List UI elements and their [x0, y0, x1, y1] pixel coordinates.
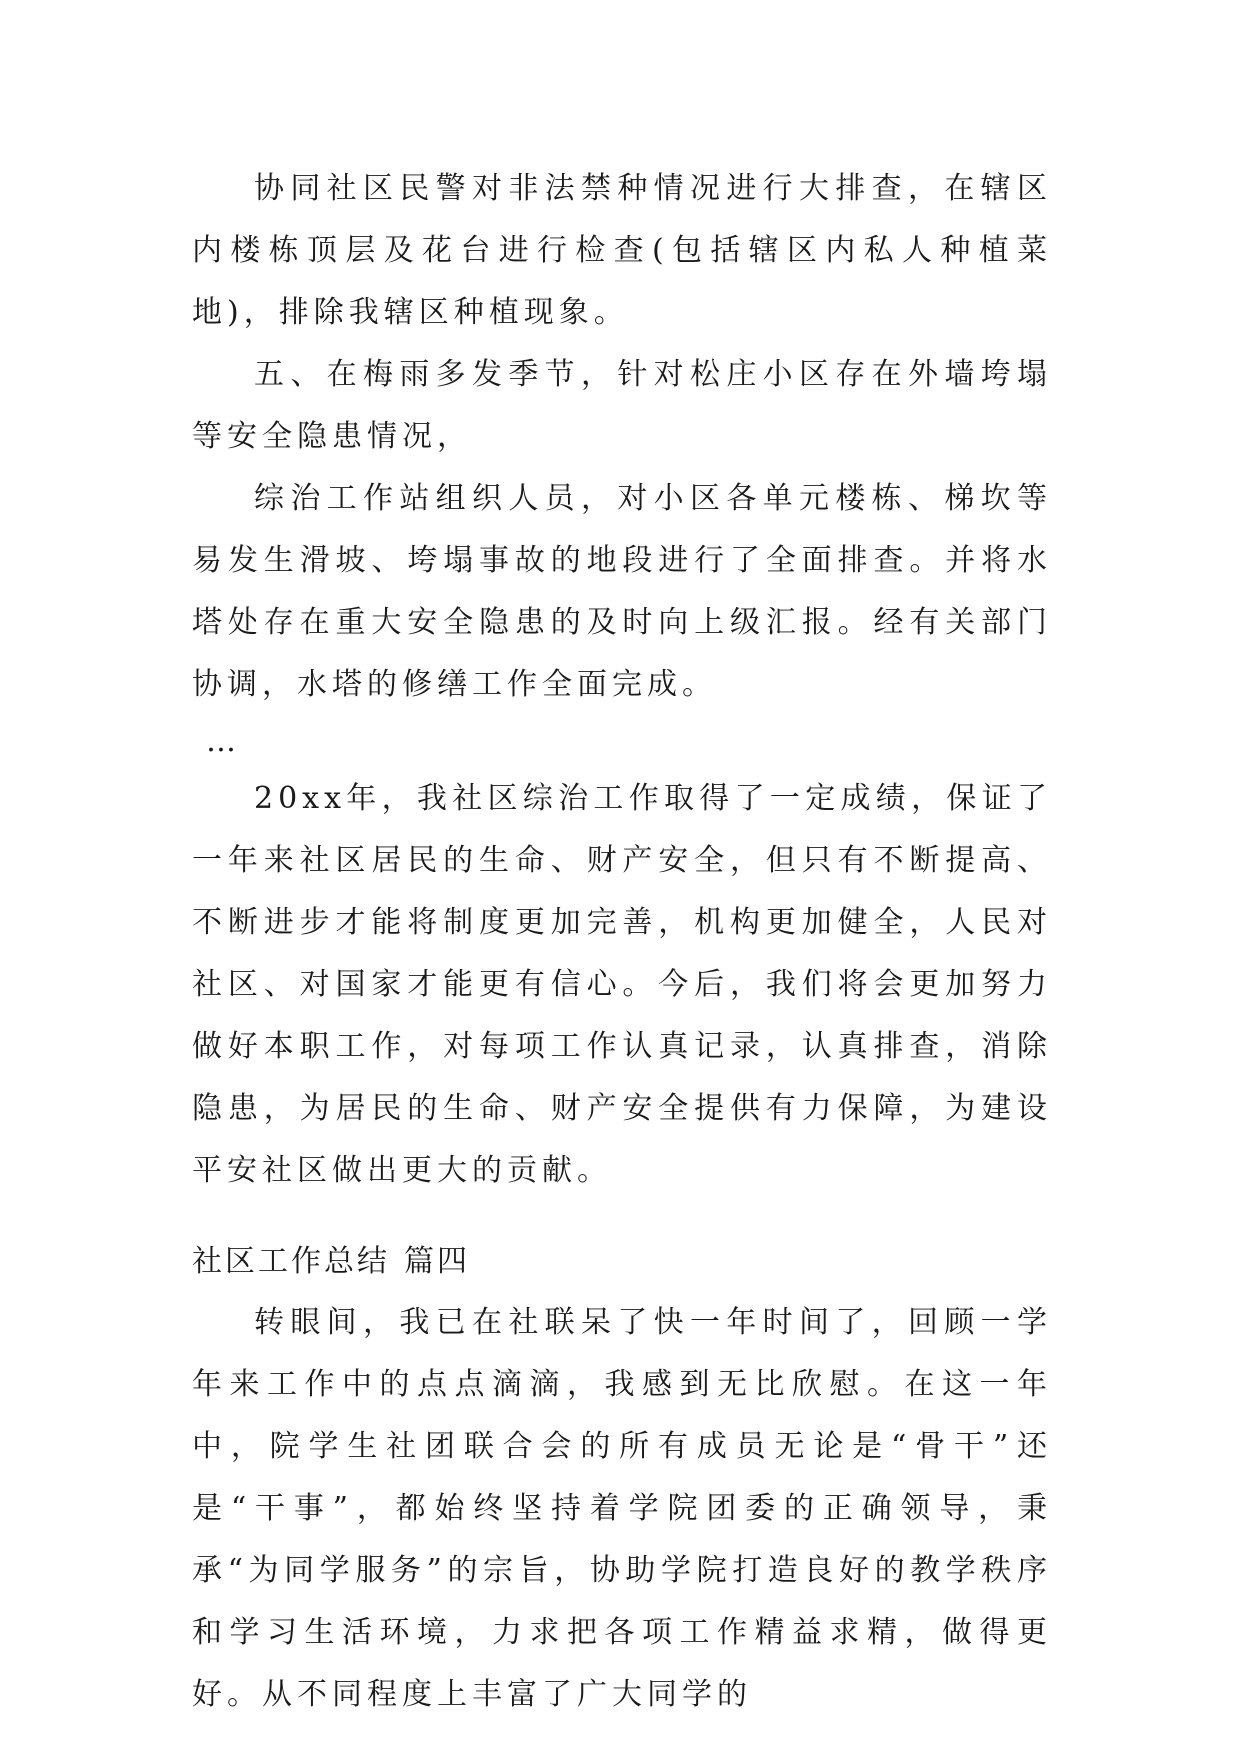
paragraph-rainy-season: 五、在梅雨多发季节，针对松庄小区存在外墙垮塌等安全隐患情况， [192, 357, 1052, 454]
ellipsis-marker: … [206, 724, 238, 759]
paragraph-section-four-intro: 转眼间，我已在社联呆了快一年时间了，回顾一学年来工作中的点点滴滴，我感到无比欣慰。在这一年中，院学生社团联合会的所有成员无论是“骨干”还是“干事”，都始终坚持着学院团委的正确领导，秉承“为同学服务”的宗旨，协助学院打造良好的教学秩序和学习生活环境，力求把各项工作精益求精，做得更好。从不同程度上丰富了广大同学的 [192, 1305, 1052, 1712]
paragraph-drug-inspection: 协同社区民警对非法禁种情况进行大排查，在辖区内楼栋顶层及花台进行检查(包括辖区内私人种植菜地)，排除我辖区种植现象。 [192, 171, 1052, 330]
paragraph-annual-conclusion: 20xx年，我社区综治工作取得了一定成绩，保证了一年来社区居民的生命、财产安全，但只有不断提高、不断进步才能将制度更加完善，机构更加健全，人民对社区、对国家才能更有信心。今后，我们将会更加努力做好本职工作，对每项工作认真记录，认真排查，消除隐患，为居民的生命、财产安全提供有力保障，为建设平安社区做出更大的贡献。 [192, 781, 1052, 1188]
document-page [192, 158, 1052, 1726]
section-subtitle: 篇四 [404, 1244, 470, 1279]
section-title: 社区工作总结 [192, 1244, 390, 1279]
section-heading [192, 1232, 1052, 1292]
paragraph-safety-inspection: 综治工作站组织人员，对小区各单元楼栋、梯坎等易发生滑坡、垮塌事故的地段进行了全面排查。并将水塔处存在重大安全隐患的及时向上级汇报。经有关部门协调，水塔的修缮工作全面完成。 [192, 481, 1052, 702]
